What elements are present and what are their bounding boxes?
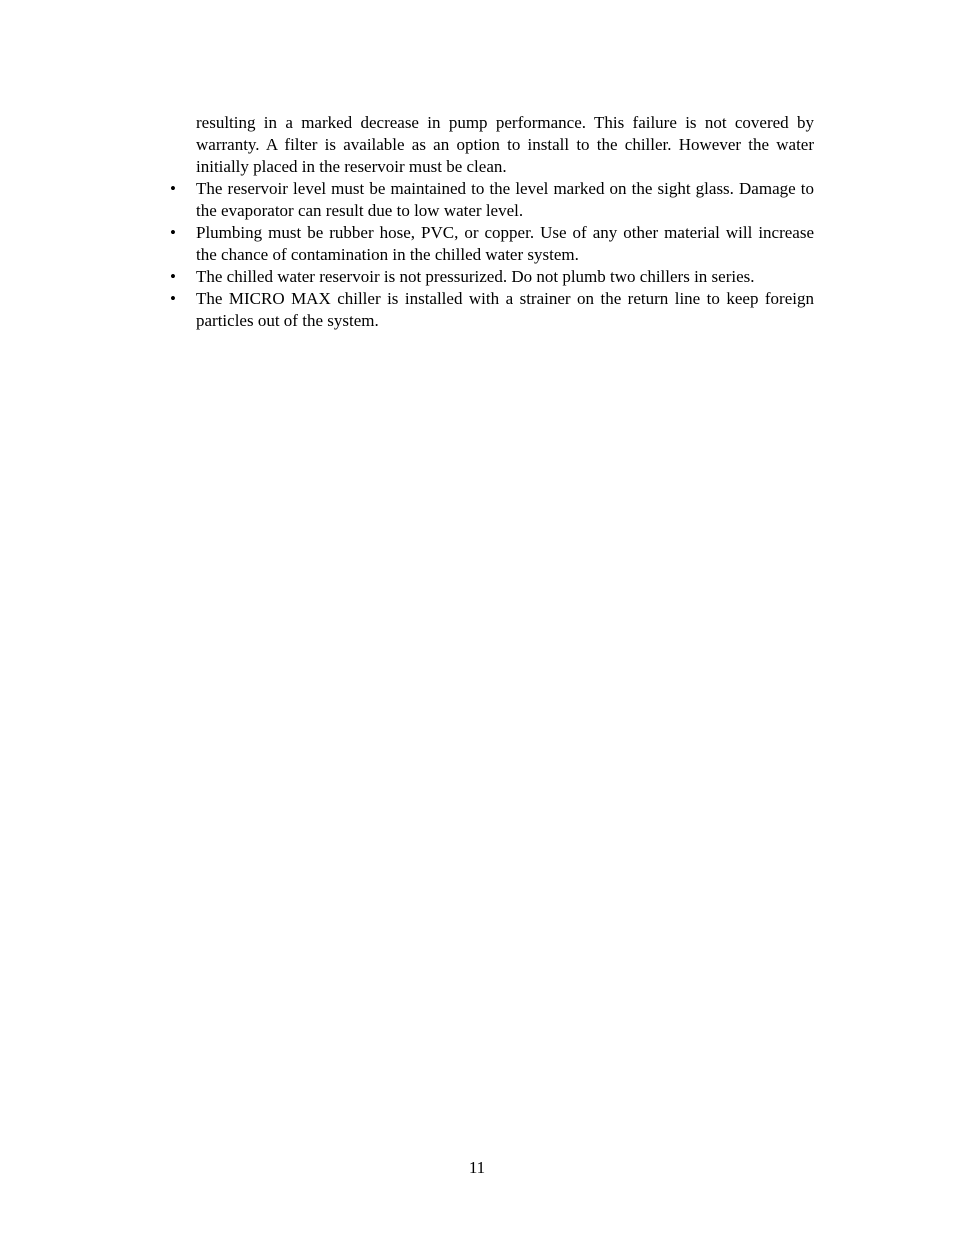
continued-paragraph: resulting in a marked decrease in pump performance. This failure is not covered by warranty. A filter is available as an option to install to the chiller. However the water initially placed in the reservoir must be clean. xyxy=(196,113,814,176)
list-item xyxy=(170,178,814,222)
list-item xyxy=(170,288,814,332)
list-item xyxy=(170,222,814,266)
list-item-text: The chilled water reservoir is not pressurized. Do not plumb two chillers in series. xyxy=(196,267,755,286)
list-item-text: The MICRO MAX chiller is installed with a strainer on the return line to keep foreign particles out of the system. xyxy=(196,289,814,330)
list-item-text: The reservoir level must be maintained to the level marked on the sight glass. Damage to the evaporator can result due to low water level. xyxy=(196,179,814,220)
list-item-text: Plumbing must be rubber hose, PVC, or copper. Use of any other material will increase the chance of contamination in the chilled water system. xyxy=(196,223,814,264)
bullet-icon: • xyxy=(170,179,176,198)
bullet-icon: • xyxy=(170,223,176,242)
bullet-list xyxy=(170,178,814,332)
bullet-icon: • xyxy=(170,267,176,286)
bullet-icon: • xyxy=(170,289,176,308)
list-item xyxy=(170,266,814,288)
document-body xyxy=(170,112,814,332)
page-number: 11 xyxy=(468,1158,486,1177)
